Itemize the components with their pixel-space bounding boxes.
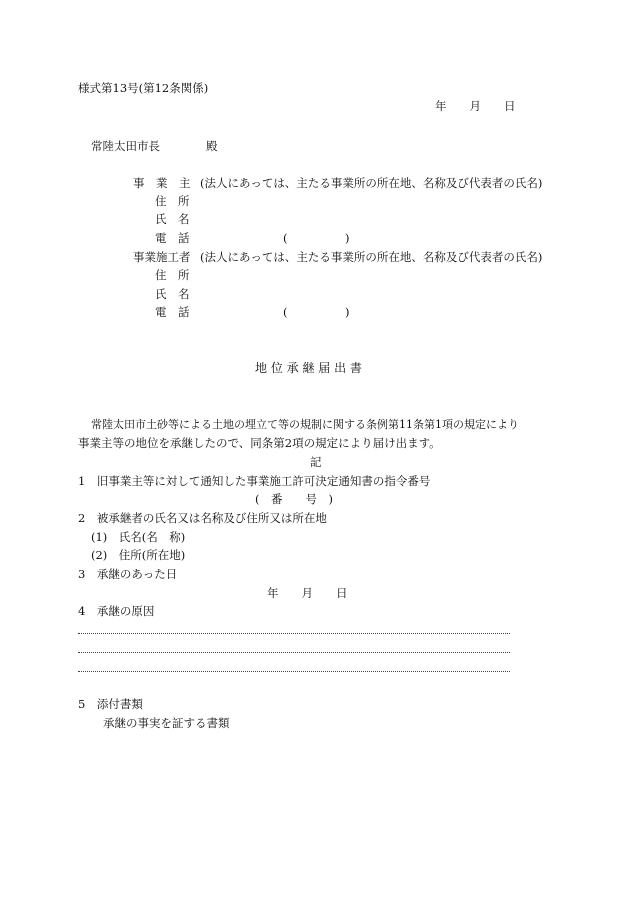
- item-1-permit-number: ( 番 号 ): [255, 492, 333, 506]
- operator-address-label: 住 所: [155, 268, 190, 282]
- operator-name-label: 氏 名: [155, 287, 190, 301]
- document-title: 地 位 承 継 届 出 書: [255, 361, 362, 375]
- operator-note: (法人にあっては、主たる事業所の所在地、名称及び代表者の氏名): [200, 250, 543, 264]
- operator-phone-label: 電 話: [155, 305, 190, 319]
- item-1: 1 旧事業主等に対して通知した事業施工許可決定通知書の指令番号: [78, 474, 431, 488]
- form-number: 様式第13号(第12条関係): [78, 81, 209, 95]
- item-3-date: 年 月 日: [267, 586, 348, 600]
- item-2-2: (2) 住所(所在地): [91, 548, 186, 562]
- item-2: 2 被承継者の氏名又は名称及び住所又は所在地: [78, 511, 327, 525]
- submission-date: 年 月 日: [435, 99, 516, 113]
- owner-note: (法人にあっては、主たる事業所の所在地、名称及び代表者の氏名): [200, 176, 543, 190]
- item-5: 5 添付書類: [78, 697, 143, 711]
- ki-heading: 記: [310, 455, 322, 469]
- operator-phone-parens: ( ): [283, 305, 350, 319]
- operator-label: 事業施工者: [133, 250, 191, 264]
- owner-label: 事 業 主: [133, 176, 191, 190]
- owner-phone-parens: ( ): [283, 231, 350, 245]
- body-text-line-2: 事業主等の地位を承継したので、同条第2項の規定により届け出ます。: [78, 436, 441, 450]
- reason-dotted-line-1: [78, 633, 510, 634]
- body-text-line-1: 常陸太田市土砂等による土地の埋立て等の規制に関する条例第11条第1項の規定により: [91, 418, 519, 431]
- reason-dotted-line-2: [78, 652, 510, 653]
- reason-dotted-line-3: [78, 671, 510, 672]
- owner-address-label: 住 所: [155, 194, 190, 208]
- item-2-1: (1) 氏名(名 称): [91, 530, 186, 544]
- addressee-name: 常陸太田市長: [91, 139, 160, 153]
- addressee-honorific: 殿: [206, 139, 218, 153]
- item-5-attachment: 承継の事実を証する書類: [103, 716, 230, 730]
- item-3: 3 承継のあった日: [78, 567, 178, 581]
- item-4: 4 承継の原因: [78, 604, 155, 618]
- owner-name-label: 氏 名: [155, 212, 190, 226]
- owner-phone-label: 電 話: [155, 231, 190, 245]
